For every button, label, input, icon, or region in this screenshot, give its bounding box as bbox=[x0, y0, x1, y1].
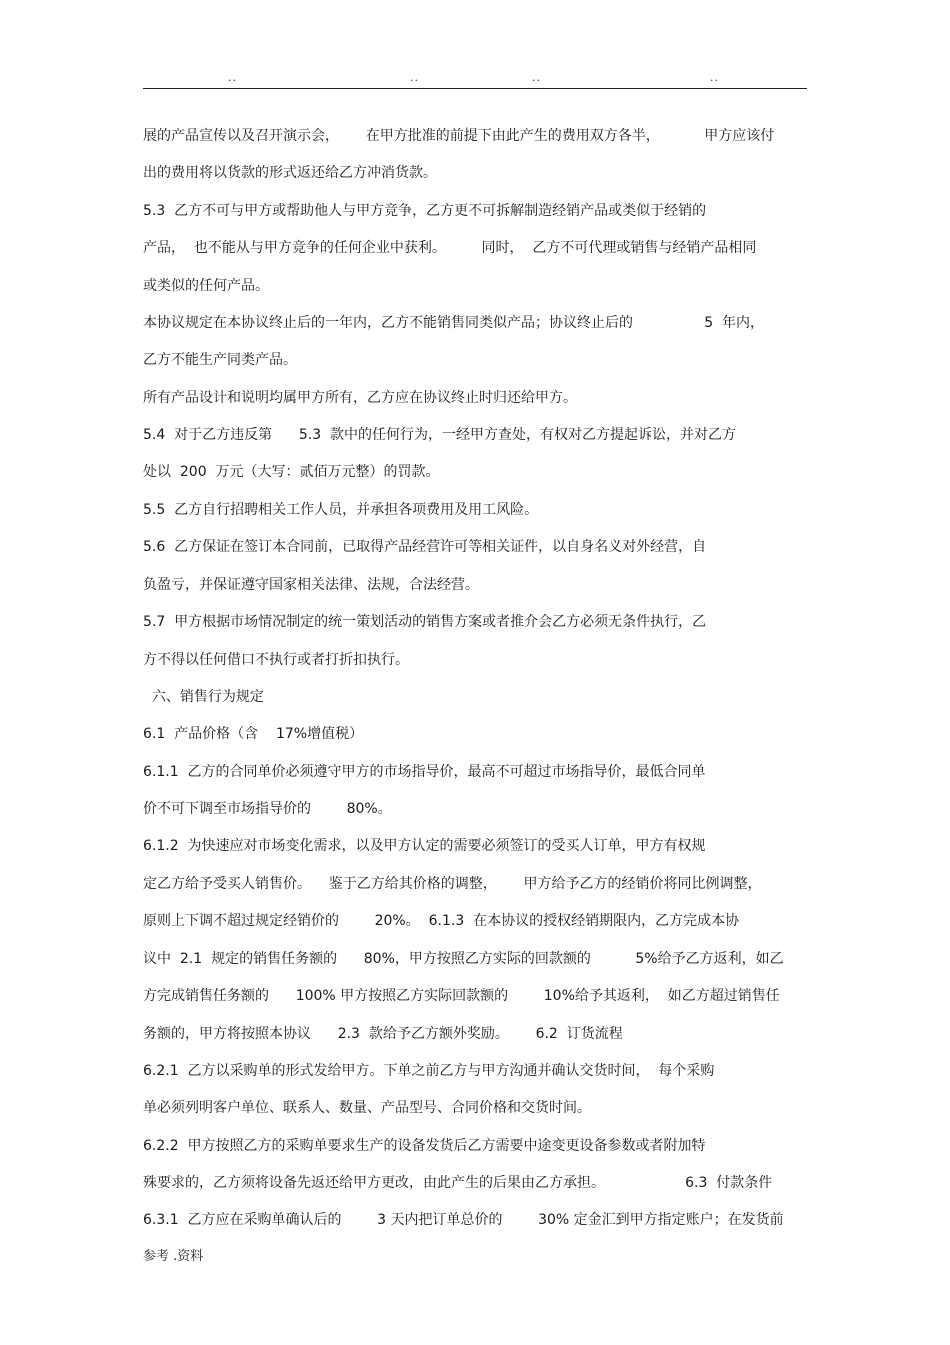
text-line: 处以 200 万元（大写：贰佰万元整）的罚款。 bbox=[143, 464, 440, 480]
text-line: 价不可下调至市场指导价的 80%。 bbox=[143, 801, 392, 817]
text-line: 5.7 甲方根据市场情况制定的统一策划活动的销售方案或者推介会乙方必须无条件执行，乙 bbox=[143, 614, 707, 630]
text-line: 6.1.2 为快速应对市场变化需求，以及甲方认定的需要必须签订的受买人订单，甲方有权规 bbox=[143, 838, 706, 854]
header-rule bbox=[143, 88, 807, 89]
header-mark: .. bbox=[710, 71, 719, 84]
text-line: 6.3.1 乙方应在采购单确认后的 3 天内把订单总价的 30% 定金汇到甲方指定账户；在发货前 bbox=[143, 1212, 784, 1228]
text-line: 5.3 乙方不可与甲方或帮助他人与甲方竞争，乙方更不可拆解制造经销产品或类似于经销的 bbox=[143, 203, 707, 219]
text-line: 所有产品设计和说明均属甲方所有，乙方应在协议终止时归还给甲方。 bbox=[143, 390, 577, 406]
text-line: 产品， 也不能从与甲方竞争的任何企业中获利。 同时， 乙方不可代理或销售与经销产品相同 bbox=[143, 240, 757, 256]
text-line: 单必须列明客户单位、联系人、数量、产品型号、合同价格和交货时间。 bbox=[143, 1100, 591, 1116]
text-line: 议中 2.1 规定的销售任务额的 80%，甲方按照乙方实际的回款额的 5%给予乙方返利，如乙 bbox=[143, 951, 784, 967]
text-line: 5.5 乙方自行招聘相关工作人员，并承担各项费用及用工风险。 bbox=[143, 502, 539, 518]
text-line: 5.6 乙方保证在签订本合同前，已取得产品经营许可等相关证件，以自身名义对外经营，自 bbox=[143, 539, 707, 555]
text-line: 6.1.1 乙方的合同单价必须遵守甲方的市场指导价，最高不可超过市场指导价，最低合同单 bbox=[143, 764, 706, 780]
text-line: 定乙方给予受买人销售价。 鉴于乙方给其价格的调整， 甲方给予乙方的经销价将同比例调整， bbox=[143, 876, 762, 892]
text-line: 殊要求的，乙方须将设备先返还给甲方更改，由此产生的后果由乙方承担。 6.3 付款条件 bbox=[143, 1175, 773, 1191]
text-line: 6.2.2 甲方按照乙方的采购单要求生产的设备发货后乙方需要中途变更设备参数或者附加特 bbox=[143, 1138, 706, 1154]
header-marks bbox=[0, 72, 950, 86]
header-mark: .. bbox=[532, 71, 541, 84]
text-line: 原则上下调不超过规定经销价的 20%。 6.1.3 在本协议的授权经销期限内，乙方完成本协 bbox=[143, 913, 740, 929]
text-line: 负盈亏，并保证遵守国家相关法律、法规，合法经营。 bbox=[143, 577, 479, 593]
text-line: 方完成销售任务额的 100% 甲方按照乙方实际回款额的 10%给予其返利， 如乙方超过销售任 bbox=[143, 988, 780, 1004]
page-footer: 参考 .资料 bbox=[143, 1249, 204, 1264]
text-line: 务额的，甲方将按照本协议 2.3 款给予乙方额外奖励。 6.2 订货流程 bbox=[143, 1026, 623, 1042]
text-line: 本协议规定在本协议终止后的一年内，乙方不能销售同类似产品；协议终止后的 5 年内， bbox=[143, 315, 765, 331]
text-line: 6.1 产品价格（含 17%增值税） bbox=[143, 726, 364, 742]
text-line: 方不得以任何借口不执行或者打折扣执行。 bbox=[143, 652, 409, 668]
header-mark: .. bbox=[410, 71, 419, 84]
text-line: 出的费用将以货款的形式返还给乙方冲消货款。 bbox=[143, 165, 437, 181]
text-line: 5.4 对于乙方违反第 5.3 款中的任何行为，一经甲方查处，有权对乙方提起诉讼，并对乙方 bbox=[143, 427, 737, 443]
text-line: 乙方不能生产同类产品。 bbox=[143, 352, 297, 368]
header-mark: .. bbox=[228, 71, 237, 84]
text-line: 或类似的任何产品。 bbox=[143, 278, 269, 294]
text-line: 展的产品宣传以及召开演示会， 在甲方批准的前提下由此产生的费用双方各半， 甲方应该付 bbox=[143, 128, 775, 144]
text-line: 6.2.1 乙方以采购单的形式发给甲方。下单之前乙方与甲方沟通并确认交货时间， 每个采购 bbox=[143, 1063, 715, 1079]
section-heading: 六、销售行为规定 bbox=[143, 689, 264, 705]
